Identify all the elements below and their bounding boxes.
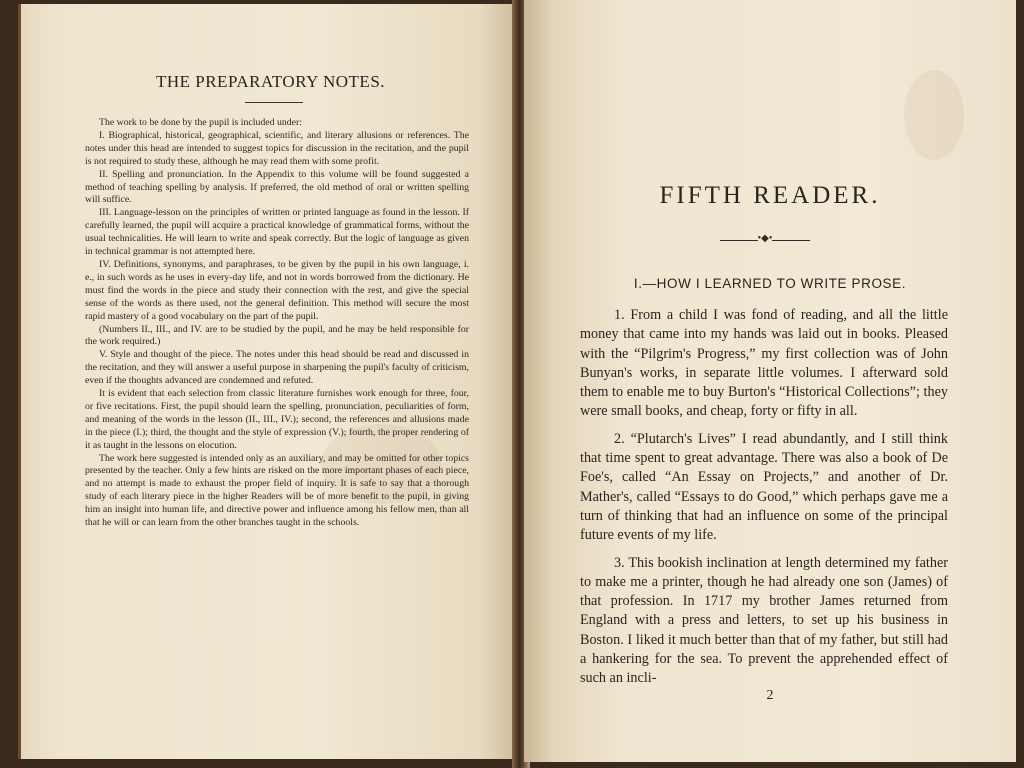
left-page-body [85, 117, 469, 530]
right-paragraph: 2. “Plutarch's Lives” I read abundantly, and I still think that time spent to great advantage. There was also a book of De Foe's, called “An Essay on Projects,” and another of Dr. Mather's, called “Essays to do Good,” which perhaps gave me a turn of thinking that had an influence on some of the principal future events of my life. [580, 430, 948, 544]
ornament-glyph: •◆• [757, 233, 773, 244]
ornament-divider [720, 233, 810, 246]
left-page-title: THE PREPARATORY NOTES. [155, 72, 386, 91]
right-paragraph: 1. From a child I was fond of reading, and all the little money that came into my hands was laid out in books. Pleased with the “Pilgrim's Progress,” my first collection was of John Bunyan's works, in separate little volumes. I afterward sold them to enable me to buy Burton's “Historical Collections”; they were small books, and cheap, forty or fifty in all. [580, 307, 948, 420]
left-paragraph: (Numbers II., III., and IV. are to be studied by the pupil, and he may be held responsible for the work required.) [85, 323, 469, 348]
ornament-line [772, 240, 810, 241]
right-page [524, 0, 1016, 762]
left-paragraph: The work here suggested is intended only as an auxiliary, and may be omitted for other topics presented by the teacher. Only a few hints are risked on the more important phases of each piece, and no attempt is made to exhaust the proper field of inquiry. It is safe to say that a thorough study of each literary piece in the higher Readers will be of more benefit to the pupil, in giving him an insight into human life, and directive power and influence among his fellow men, than all that he will or can learn from the other branches taught in the schools. [85, 452, 469, 529]
left-paragraph: III. Language-lesson on the principles of written or printed language as found in the lesson. If carefully learned, the pupil will acquire a practical knowledge of grammatical forms, without the usual technicalities. He will learn to write and speak correctly. But the logic of language as given in technical grammar is not attempted here. [85, 207, 469, 258]
right-paragraph: 3. This bookish inclination at length determined my father to make me a printer, though he had already one son (James) of that profession. In 1717 my brother James returned from England with a press and letters, to set up his business in Boston. I liked it much better than that of my father, but still had a hankering for the sea. To prevent the apprehended effect of such an incli- [580, 554, 948, 687]
left-paragraph: It is evident that each selection from classic literature furnishes work enough for three, four, or five recitations. First, the pupil should learn the spelling, pronunciation, peculiarities of form, and meaning of the words in the lesson (II., III., IV.); second, the references and allusions made in the piece (I.); third, the thought and the style of expression (V.); fourth, the proper rendering of it as taught in the lessons on elocution. [85, 388, 469, 451]
ornament-line [720, 240, 758, 241]
left-page [18, 4, 520, 759]
section-title: I.—HOW I LEARNED TO WRITE PROSE. [633, 276, 907, 291]
left-paragraph: IV. Definitions, synonyms, and paraphrases, to be given by the pupil in his own language, i. e., in such words as he uses in every-day life, and not in words borrowed from the dictionary. He must find the words in the piece and study their connection with the rest, and give the special sense of the words as there used, not the general definition. This method will secure the most rapid mastery of a good vocabulary on the part of the pupil. [85, 258, 469, 322]
title-rule [245, 102, 303, 103]
right-page-body [580, 306, 948, 697]
left-paragraph: II. Spelling and pronunciation. In the Appendix to this volume will be found suggested a method of teaching spelling by analysis. If preferred, the old method of oral or written spelling will suffice. [85, 168, 469, 206]
page-number: 2 [766, 688, 774, 703]
left-paragraph: The work to be done by the pupil is included under: [99, 117, 302, 128]
left-paragraph: V. Style and thought of the piece. The notes under this head should be read and discussed in the recitation, and they will answer a useful purpose in sharpening the pupil's faculty of criticism, even if the thoughts advanced are condemned and refuted. [85, 349, 469, 387]
left-paragraph: I. Biographical, historical, geographical, scientific, and literary allusions or references. The notes under this head are intended to suggest topics for discussion in the recitation, and the pupil is not required to study these, although he may read them with some profit. [85, 129, 469, 167]
page-stain [904, 70, 964, 160]
right-page-title: FIFTH READER. [659, 182, 881, 209]
